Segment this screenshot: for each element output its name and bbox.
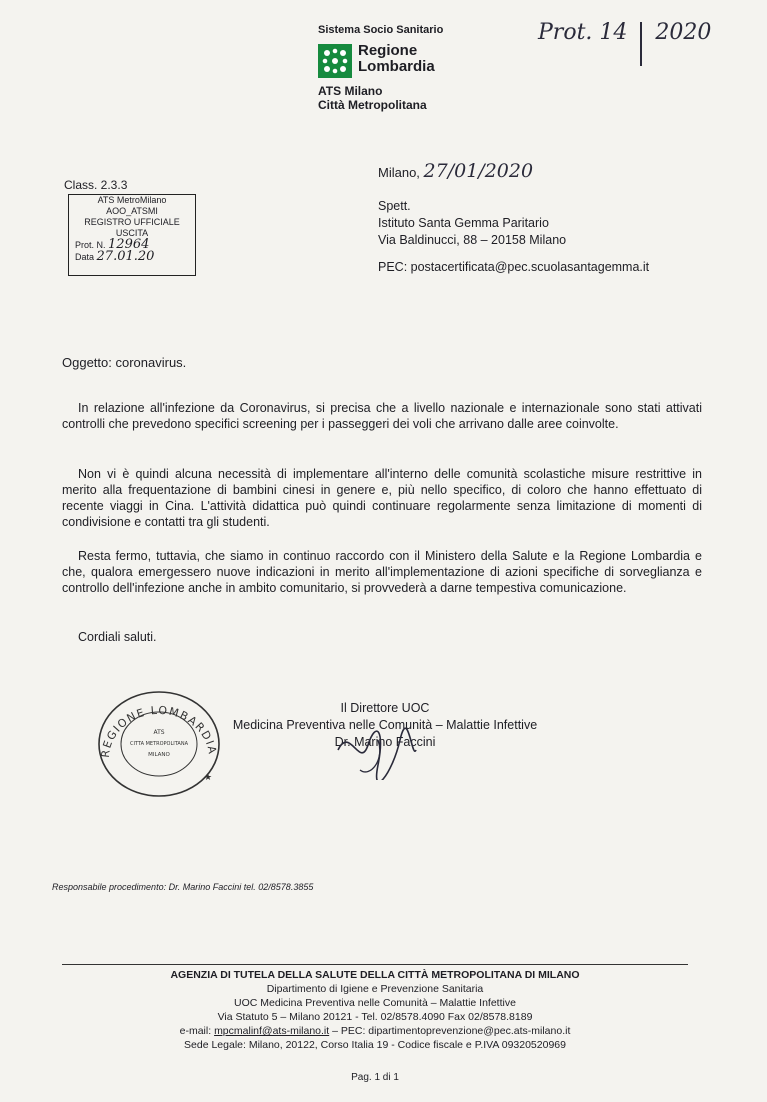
register-line-3: REGISTRO UFFICIALE — [84, 217, 180, 227]
addressee-address: Via Baldinucci, 88 – 20158 Milano — [378, 233, 567, 247]
seal-star-icon: ★ — [204, 772, 213, 782]
register-data-value: 27.01.20 — [96, 249, 155, 264]
handwritten-prot-year: 2020 — [655, 20, 712, 45]
addressee-name: Istituto Santa Gemma Paritario — [378, 216, 549, 230]
ats-line-2: Città Metropolitana — [318, 98, 427, 112]
body-paragraph-2: Non vi è quindi alcuna necessità di implementare all'interno delle comunità scolastiche misure restrittive in merito alla frequentazione di bambini cinesi in genere e, più nello specifico, di coloro che hanno effettuato di recente viaggi in Cina. L'attività didattica può quindi continuare regolarmente senza limitazione di momenti di condivisione e contatti tra gli studenti. — [62, 467, 702, 529]
footer-dept: Dipartimento di Igiene e Prevenzione Sanitaria — [266, 983, 484, 995]
letterhead-system: Sistema Socio Sanitario — [318, 24, 444, 36]
footer-legal: Sede Legale: Milano, 20122, Corso Italia 19 - Codice fiscale e P.IVA 09320520969 — [184, 1039, 566, 1051]
footer-contacts — [62, 1024, 688, 1038]
brand-line-2: Lombardia — [358, 58, 435, 75]
place: Milano, — [378, 165, 420, 180]
responsible-value: Dr. Marino Faccini tel. 02/8578.3855 — [168, 882, 314, 892]
register-prot-value: 12964 — [108, 237, 150, 252]
handwritten-prot-number: Prot. 14 — [538, 20, 628, 45]
footer-divider — [62, 964, 688, 965]
closing-greeting: Cordiali saluti. — [78, 630, 157, 644]
official-seal — [96, 688, 222, 800]
responsible-line — [52, 882, 313, 892]
regione-lombardia-logo — [318, 44, 352, 78]
footer-email-link[interactable]: mpcmalinf@ats-milano.it — [214, 1025, 330, 1037]
body-paragraph-3: Resta fermo, tuttavia, che siamo in continuo raccordo con il Ministero della Salute e la Regione Lombardia e che, qualora emergessero nuove indicazioni in merito all'implementazione di azioni specifiche di sorveglianza e controllo dell'infezione anche in ambito comunitario, si provvederà a darne tempestiva comunicazione. — [62, 549, 702, 595]
footer-email-label: e-mail: — [179, 1025, 212, 1037]
subject-line: Oggetto: coronavirus. — [62, 355, 187, 370]
rose-camuna-icon — [318, 44, 352, 78]
addressee-salutation: Spett. — [378, 199, 411, 213]
seal-center-1: ATS — [153, 729, 165, 736]
handwritten-date: 27/01/2020 — [423, 160, 534, 182]
seal-center-2: CITTA METROPOLITANA — [129, 741, 189, 747]
place-date — [378, 160, 533, 182]
seal-ring-text: REGIONE LOMBARDIA — [98, 703, 220, 759]
handwritten-protocol — [538, 20, 711, 45]
register-prot-label: Prot. N. — [75, 240, 106, 250]
register-line-1: ATS MetroMilano — [97, 195, 167, 205]
responsible-label: Responsabile procedimento: — [52, 882, 167, 892]
brand-line-1: Regione — [358, 42, 418, 59]
ats-name — [318, 84, 427, 112]
footer-address: Via Statuto 5 – Milano 20121 - Tel. 02/8578.4090 Fax 02/8578.8189 — [217, 1011, 533, 1023]
footer-agency: AGENZIA DI TUTELA DELLA SALUTE DELLA CITTÀ METROPOLITANA DI MILANO — [170, 969, 580, 981]
page-number: Pag. 1 di 1 — [351, 1072, 399, 1083]
register-data-label: Data — [75, 252, 95, 262]
classification-code: Class. 2.3.3 — [64, 178, 128, 192]
body-paragraph-1: In relazione all'infezione da Coronavirus, si precisa che a livello nazionale e internazionale sono stati attivati controlli che prevedono specifici screening per i passeggeri dei voli che arrivano dalle aree coinvolte. — [62, 401, 702, 431]
register-data-row — [69, 251, 195, 263]
register-line-4: USCITA — [115, 228, 149, 238]
addressee-pec: PEC: postacertificata@pec.scuolasantagemma.it — [378, 260, 650, 274]
handwritten-signature — [330, 720, 420, 780]
footer-unit: UOC Medicina Preventiva nelle Comunità – Malattie Infettive — [234, 997, 516, 1009]
signature-role: Il Direttore UOC — [340, 701, 430, 715]
signature-name: Dr. Marino Faccini — [334, 735, 436, 749]
register-line-2: AOO_ATSMI — [106, 206, 158, 216]
register-stamp-box — [68, 194, 196, 276]
signature-unit: Medicina Preventiva nelle Comunità – Malattie Infettive — [232, 718, 538, 732]
addressee-block — [378, 198, 566, 249]
seal-center-3: MILANO — [148, 752, 170, 758]
handwritten-divider — [640, 22, 642, 66]
brand-name — [358, 43, 435, 75]
footer — [62, 968, 688, 1052]
ats-line-1: ATS Milano — [318, 84, 383, 98]
footer-pec: – PEC: dipartimentoprevenzione@pec.ats-milano.it — [332, 1025, 571, 1037]
